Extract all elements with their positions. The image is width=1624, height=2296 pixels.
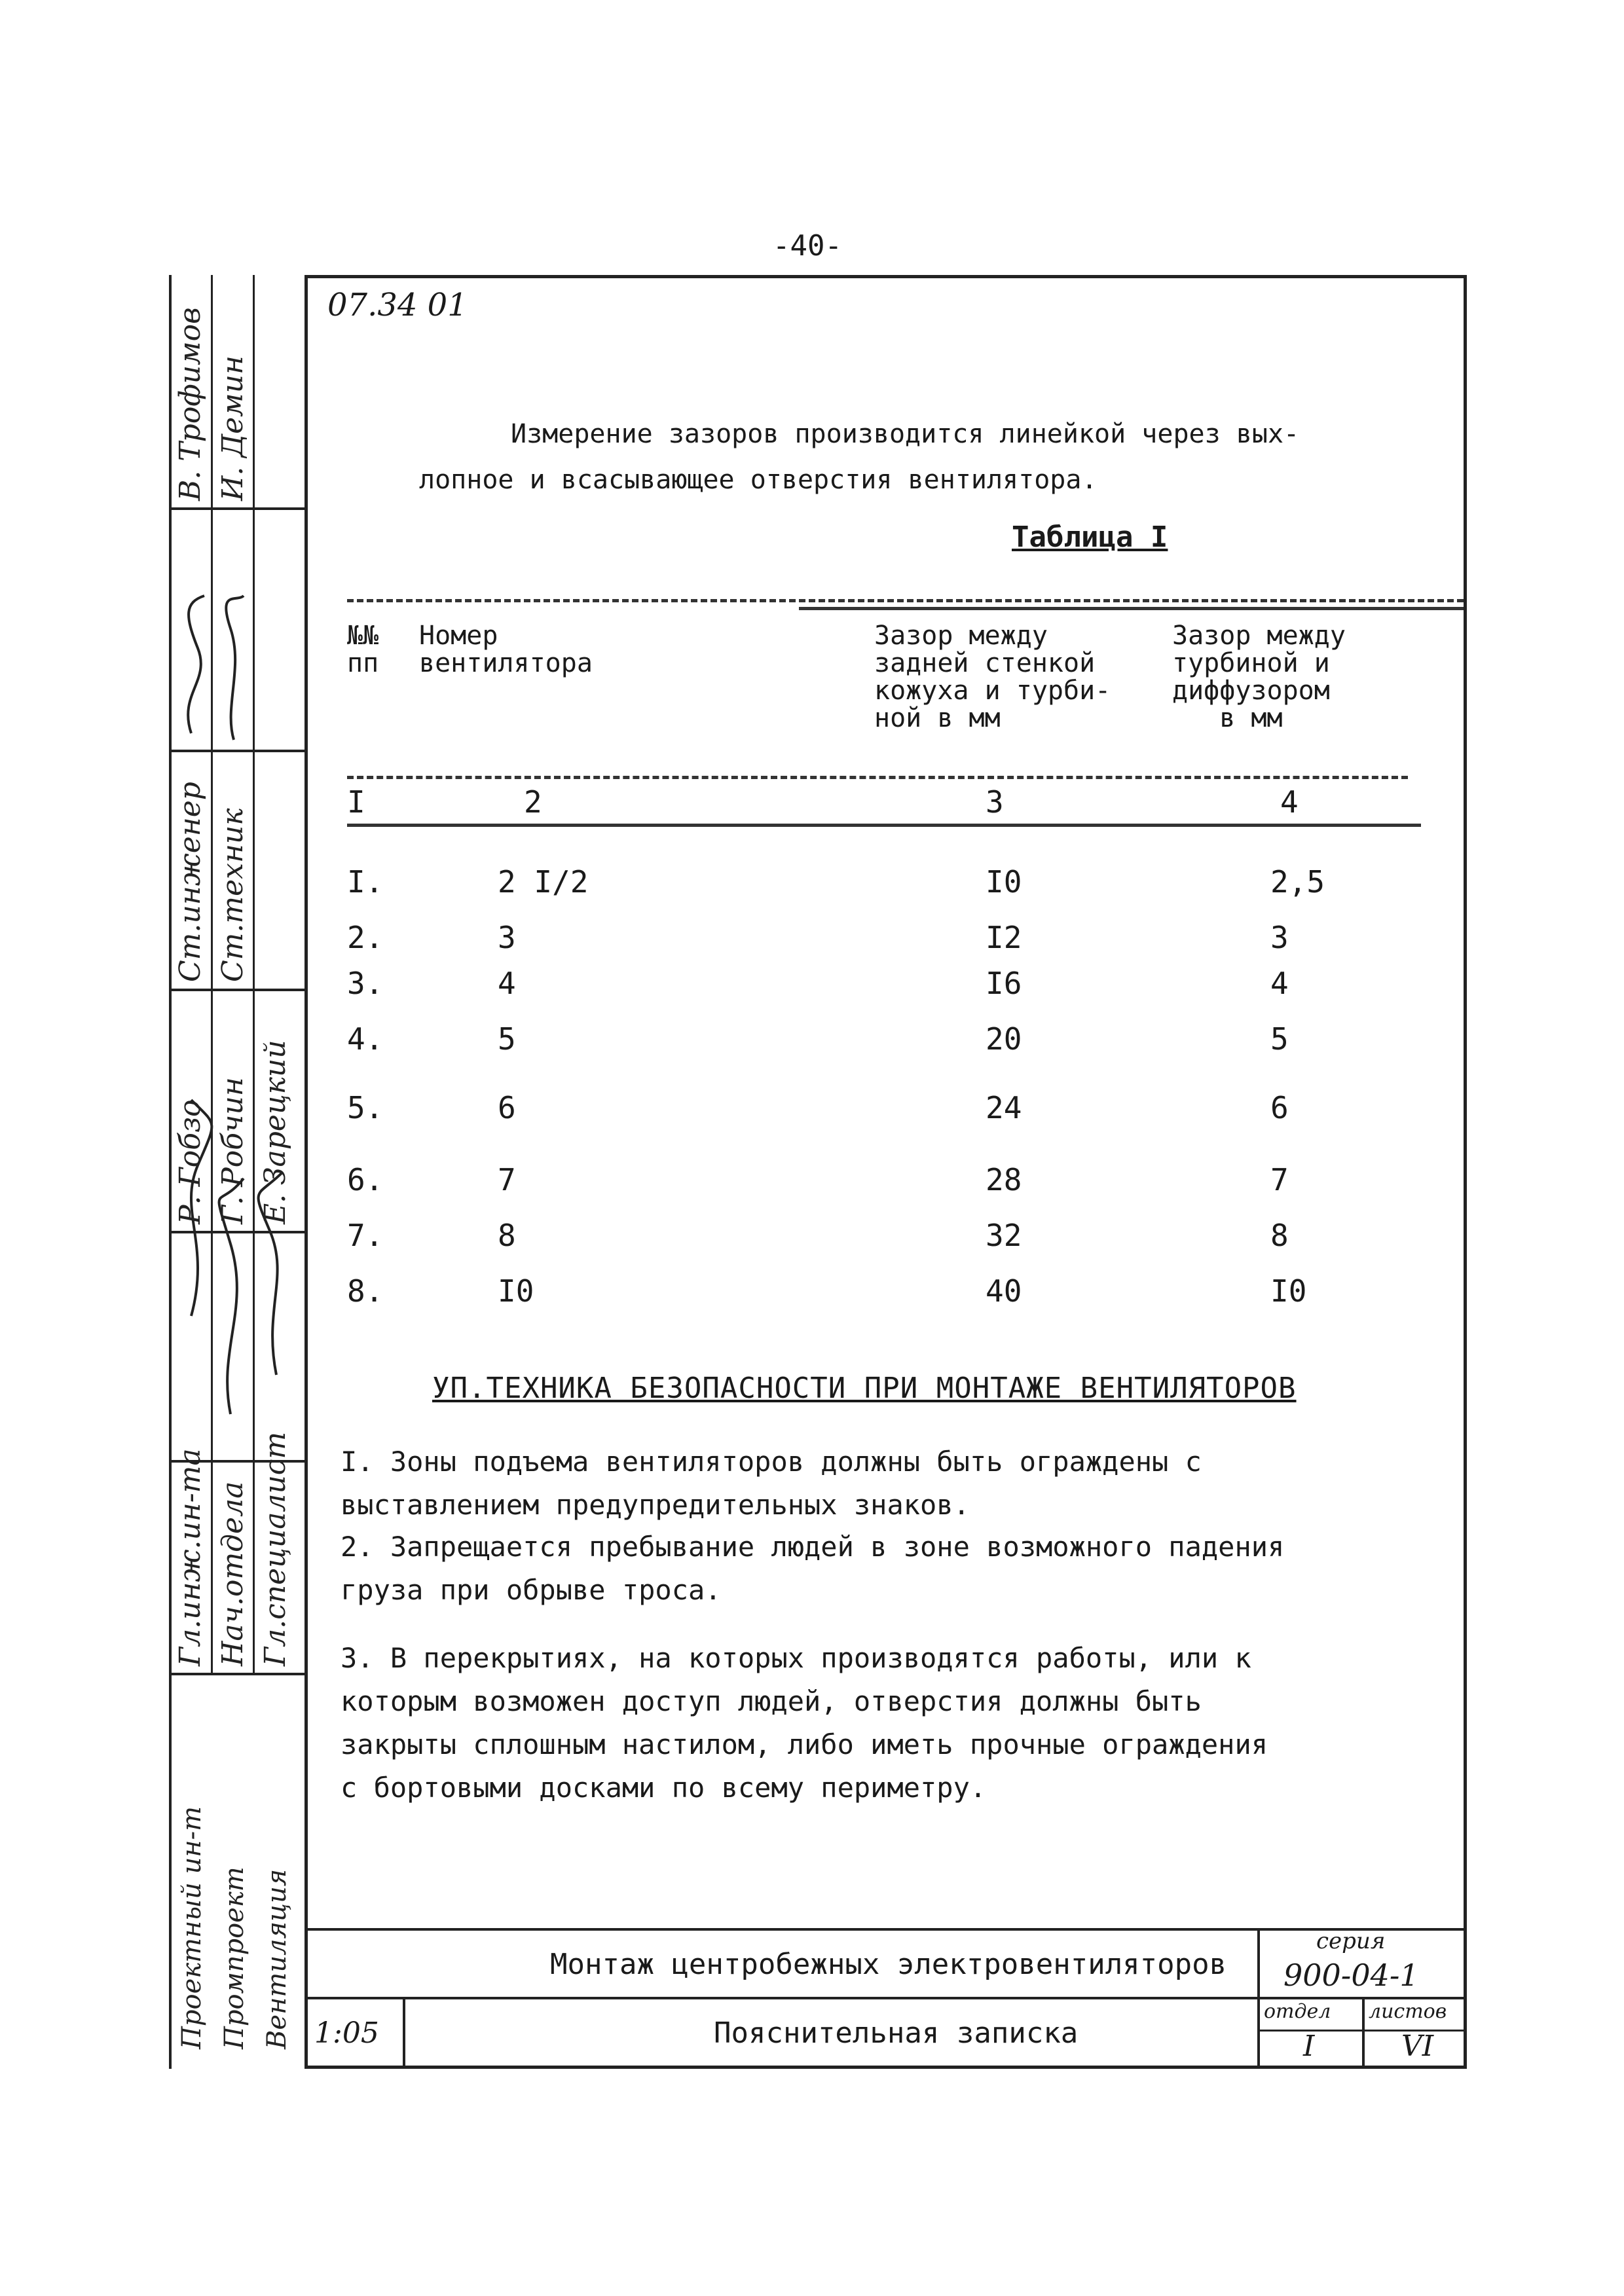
table-body-rule	[347, 824, 1421, 827]
signer-role: Ст.инженер	[174, 782, 207, 982]
list-item: 3. В перекрытиях, на которых производятся работы, или к	[341, 1642, 1251, 1674]
stamp-part-label: отдел	[1264, 2000, 1331, 2023]
list-item: I. Зоны подъема вентиляторов должны быть ограждены с	[341, 1446, 1202, 1478]
stamp-sheets-label: листов	[1369, 2000, 1447, 2023]
stamp-title: Монтаж центробежных электровентиляторов	[550, 1948, 1227, 1981]
table-cell: 6.	[347, 1162, 384, 1197]
list-item: выставлением предупредительных знаков.	[341, 1489, 970, 1521]
table-title: Таблица I	[1012, 520, 1168, 554]
stamp-series-label: серия	[1316, 1928, 1386, 1954]
table-cell: 3.	[347, 966, 384, 1001]
signer-name: Е. Зарецкий	[259, 1040, 292, 1224]
table-cell: I2	[986, 920, 1022, 955]
section-title: УП.ТЕХНИКА БЕЗОПАСНОСТИ ПРИ МОНТАЖЕ ВЕНТИЛЯТОРОВ	[432, 1372, 1297, 1405]
header-col-1: №№ пп	[347, 621, 379, 678]
table-cell: 4	[1270, 966, 1289, 1001]
doc-code: 07.34 01	[327, 287, 468, 323]
signer-name: И. Демин	[216, 355, 249, 501]
table-cell: 4.	[347, 1021, 384, 1057]
table-header-rule	[347, 776, 1408, 779]
signer-role: Ст.техник	[216, 808, 249, 982]
list-item: с бортовыми досками по всему периметру.	[341, 1772, 987, 1804]
table-cell: 40	[986, 1273, 1022, 1309]
col-number-4: 4	[1280, 784, 1299, 820]
stamp-subtitle: Пояснительная записка	[714, 2016, 1079, 2050]
stamp-sheet-left: 1:05	[314, 2016, 379, 2050]
stamp-series-value: 900-04-1	[1283, 1958, 1419, 1993]
table-cell: 24	[986, 1090, 1022, 1125]
signer-name: Г. Робчин	[216, 1077, 249, 1224]
stamp-divider	[1257, 1928, 1260, 2069]
table-cell: 4	[498, 966, 516, 1001]
col-number-2: 2	[524, 784, 542, 820]
list-item: 2. Запрещается пребывание людей в зоне возможного падения	[341, 1531, 1285, 1563]
stamp-divider	[1362, 1997, 1365, 2069]
intro-line-2: лопное и всасывающее отверстия вентилятора.	[419, 465, 1098, 495]
table-cell: 20	[986, 1021, 1022, 1057]
table-top-rule-solid	[799, 607, 1464, 610]
table-cell: I0	[1270, 1273, 1307, 1309]
stamp-part-value: I	[1303, 2030, 1315, 2063]
header-col-2: Номер вентилятора	[419, 621, 593, 678]
table-cell: 6	[1270, 1090, 1289, 1125]
list-item: которым возможен доступ людей, отверстия должны быть	[341, 1685, 1202, 1717]
table-cell: I.	[347, 864, 384, 900]
stripe-row-line	[169, 507, 304, 510]
signer-role: Нач.отдела	[216, 1481, 249, 1666]
institute-name: Вентиляция	[262, 1868, 292, 2049]
list-item: закрыты сплошным настилом, либо иметь прочные ограждения	[341, 1728, 1268, 1760]
stamp-divider	[403, 1997, 405, 2069]
table-cell: 7.	[347, 1218, 384, 1253]
table-cell: 8	[498, 1218, 516, 1253]
table-cell: 32	[986, 1218, 1022, 1253]
table-cell: 8.	[347, 1273, 384, 1309]
signer-role: Гл.специалист	[259, 1431, 292, 1666]
table-cell: 3	[498, 920, 516, 955]
stamp-sheets-value: VI	[1401, 2030, 1434, 2063]
page-number: -40-	[773, 229, 842, 263]
stamp-mid-line	[304, 1997, 1467, 1999]
table-cell: 28	[986, 1162, 1022, 1197]
table-cell: 7	[498, 1162, 516, 1197]
signer-role: Гл.инж.ин-та	[174, 1448, 207, 1666]
table-cell: 5	[1270, 1021, 1289, 1057]
stamp-top-line	[304, 1928, 1467, 1931]
table-cell: 2 I/2	[498, 864, 589, 900]
table-cell: 7	[1270, 1162, 1289, 1197]
stamp-cell-line	[1257, 2030, 1467, 2032]
table-cell: I0	[498, 1273, 534, 1309]
table-cell: 2.	[347, 920, 384, 955]
institute-name: Промпроект	[219, 1867, 249, 2049]
list-item: груза при обрыве троса.	[341, 1574, 722, 1606]
table-cell: 3	[1270, 920, 1289, 955]
table-cell: 5	[498, 1021, 516, 1057]
header-col-4: Зазор между турбиной и диффузором в мм	[1172, 621, 1346, 733]
institute-name: Проектный ин-т	[177, 1806, 207, 2049]
table-cell: I0	[986, 864, 1022, 900]
intro-line-1: Измерение зазоров производится линейкой через вых-	[511, 419, 1300, 449]
table-cell: I6	[986, 966, 1022, 1001]
signature-scribbles	[172, 589, 303, 1427]
stripe-row-line	[169, 1673, 304, 1675]
signer-name: В. Трофимов	[174, 307, 207, 501]
table-cell: 8	[1270, 1218, 1289, 1253]
header-col-3: Зазор между задней стенкой кожуха и турби- ной в мм	[874, 621, 1111, 733]
col-number-3: 3	[986, 784, 1004, 820]
col-number-1: I	[347, 784, 365, 820]
table-cell: 6	[498, 1090, 516, 1125]
table-cell: 5.	[347, 1090, 384, 1125]
table-top-rule	[347, 599, 1464, 602]
table-cell: 2,5	[1270, 864, 1325, 900]
signer-name: Р. Гобзо	[174, 1099, 207, 1224]
